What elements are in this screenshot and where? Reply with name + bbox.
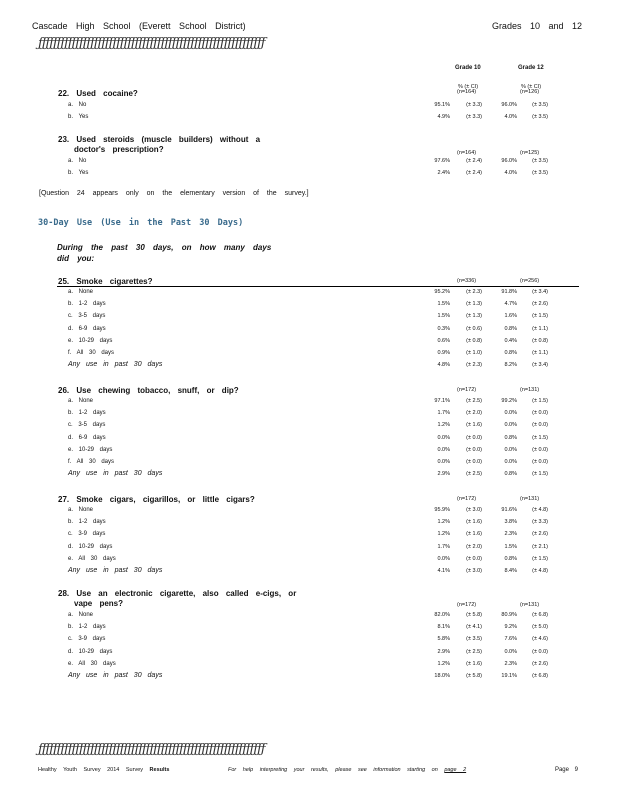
footer-decor-line: ƒƒƒƒƒƒƒƒƒƒƒƒƒƒƒƒƒƒƒƒƒƒƒƒƒƒƒƒƒƒƒƒƒƒƒƒƒƒƒƒƒƒƒƒƒƒƒƒƒƒƒƒƒƒƒƒƒƒƒƒƒ (38, 742, 265, 757)
q22-n-grade10: (n=164) (457, 89, 477, 95)
grade10-ci: (± 1.6) (466, 519, 482, 526)
section-intro: During the past 30 days, on how many days did you: (57, 243, 272, 263)
q28-question (58, 589, 296, 609)
table-row (68, 459, 568, 467)
grade12-ci: (± 5.0) (532, 624, 548, 631)
grade10-ci: (± 2.0) (466, 543, 482, 550)
grade10-percent: 0.3% (437, 325, 450, 332)
table-row (68, 422, 568, 430)
grade12-ci: (± 1.5) (532, 555, 548, 562)
row-label: d. 6-9 days (68, 434, 106, 441)
grade10-ci: (± 0.0) (466, 459, 482, 465)
grade12-ci: (± 4.8) (532, 568, 548, 574)
grade10-ci: (± 0.0) (466, 555, 482, 562)
q28-n-grade10: (n=172) (457, 602, 477, 608)
grade10-percent: 1.7% (437, 543, 450, 550)
table-row (68, 673, 568, 681)
section-title: 30-Day Use (Use in the Past 30 Days) (38, 218, 244, 228)
grade10-ci: (± 2.3) (466, 362, 482, 369)
row-label: Any use in past 30 days (68, 567, 163, 574)
row-label: c. 3-9 days (68, 636, 106, 643)
grade10-ci-header: % (± CI) (458, 84, 479, 90)
row-label: b. 1-2 days (68, 624, 106, 631)
footer-page-link[interactable]: page 2 (444, 767, 467, 773)
grade12-percent: 0.0% (504, 422, 517, 429)
grade12-ci: (± 6.8) (532, 673, 548, 679)
q22-title: 22. Used cocaine? (58, 89, 138, 98)
q25-n-grade10: (n=336) (457, 278, 477, 284)
grade12-percent: 3.8% (504, 519, 517, 526)
grade12-ci: (± 3.5) (532, 102, 548, 108)
grade12-percent: 0.0% (504, 648, 517, 655)
grade12-ci: (± 4.8) (532, 507, 548, 513)
grade10-ci: (± 4.1) (466, 624, 482, 631)
table-row (68, 507, 568, 515)
header-decor-line: ƒƒƒƒƒƒƒƒƒƒƒƒƒƒƒƒƒƒƒƒƒƒƒƒƒƒƒƒƒƒƒƒƒƒƒƒƒƒƒƒƒƒƒƒƒƒƒƒƒƒƒƒƒƒƒƒƒƒƒƒƒ (38, 36, 265, 51)
table-row (68, 435, 568, 443)
row-label: d. 10-29 days (68, 648, 113, 655)
grade12-ci: (± 1.1) (532, 350, 548, 356)
grade12-percent: 0.0% (504, 410, 517, 417)
grade10-percent: 97.6% (434, 158, 450, 164)
table-row (68, 362, 568, 370)
row-label: a. None (68, 398, 94, 404)
grade10-ci: (± 2.5) (466, 398, 482, 404)
grade12-percent: 9.2% (504, 624, 517, 631)
grade10-percent: 5.8% (437, 636, 450, 643)
grade10-header: Grade 10 (455, 65, 481, 71)
grade12-ci: (± 3.5) (532, 114, 548, 121)
grade10-percent: 8.1% (437, 624, 450, 631)
grade12-percent: 91.8% (501, 289, 517, 295)
row-label: a. None (68, 289, 94, 295)
grade12-ci: (± 2.6) (532, 660, 548, 667)
grade12-percent: 0.0% (504, 459, 517, 465)
grade12-ci: (± 3.4) (532, 289, 548, 295)
table-row (68, 114, 568, 122)
grade10-percent: 1.2% (437, 422, 450, 429)
table-row (68, 447, 568, 455)
grade10-percent: 95.1% (434, 102, 450, 108)
grade10-ci: (± 5.8) (466, 673, 482, 679)
table-row (68, 568, 568, 576)
grade10-percent: 0.0% (437, 446, 450, 453)
grade12-header: Grade 12 (518, 65, 544, 71)
q26-n-grade10: (n=172) (457, 387, 477, 393)
table-row (68, 624, 568, 632)
grade10-percent: 0.0% (437, 434, 450, 441)
grade12-percent: 0.8% (504, 434, 517, 441)
row-label: b. 1-2 days (68, 410, 106, 417)
grade12-percent: 0.8% (504, 325, 517, 332)
grade10-percent: 95.2% (434, 289, 450, 295)
grade10-percent: 1.2% (437, 531, 450, 538)
row-label: Any use in past 30 days (68, 361, 163, 369)
grade10-percent: 1.7% (437, 410, 450, 417)
row-label: b. Yes (68, 114, 89, 121)
q23-question (58, 135, 260, 155)
row-label: a. No (68, 102, 87, 108)
q28-n-grade12: (n=131) (520, 602, 540, 608)
row-label: a. None (68, 507, 94, 513)
q28-title-cont: vape pens? (74, 599, 124, 608)
row-label: b. Yes (68, 170, 89, 177)
q26-n-grade12: (n=131) (520, 387, 540, 393)
grade10-percent: 1.5% (437, 313, 450, 320)
grade12-ci: (± 2.6) (532, 531, 548, 538)
grade10-ci: (± 2.5) (466, 471, 482, 478)
row-label: d. 6-9 days (68, 325, 106, 332)
table-row (68, 313, 568, 321)
table-row (68, 661, 568, 669)
q27-n-grade12: (n=131) (520, 496, 540, 502)
grade10-percent: 0.0% (437, 459, 450, 465)
grade10-percent: 82.0% (434, 612, 450, 618)
footer-results: Results (149, 767, 170, 773)
grade12-percent: 8.4% (504, 568, 517, 574)
grade12-ci: (± 0.0) (532, 422, 548, 429)
row-label: c. 3-9 days (68, 531, 106, 538)
row-label: d. 10-29 days (68, 543, 113, 550)
grade12-ci: (± 3.5) (532, 170, 548, 177)
grade10-ci: (± 3.3) (466, 114, 482, 121)
footer-help (228, 767, 466, 773)
grade10-ci: (± 2.4) (466, 158, 482, 164)
grade12-ci: (± 0.0) (532, 459, 548, 465)
table-row (68, 544, 568, 552)
q23-title: 23. Used steroids (muscle builders) without a (58, 135, 261, 144)
grade10-percent: 0.6% (437, 337, 450, 344)
grade12-percent: 0.4% (504, 337, 517, 344)
grade12-percent: 96.0% (501, 102, 517, 108)
row-label: e. 10-29 days (68, 337, 113, 344)
grade10-ci: (± 2.5) (466, 648, 482, 655)
q26-title: 26. Use chewing tobacco, snuff, or dip? (58, 386, 239, 395)
table-row (68, 326, 568, 334)
footer-survey-title: Healthy Youth Survey 2014 Survey (38, 767, 144, 773)
row-label: e. All 30 days (68, 555, 116, 562)
row-label: Any use in past 30 days (68, 470, 163, 478)
table-row (68, 158, 568, 166)
grade10-percent: 1.2% (437, 660, 450, 667)
grade10-percent: 1.2% (437, 519, 450, 526)
row-label: c. 3-5 days (68, 422, 106, 429)
grade10-percent: 18.0% (434, 673, 450, 679)
table-row (68, 471, 568, 479)
grade12-ci: (± 1.1) (532, 325, 548, 332)
grade12-ci: (± 6.8) (532, 612, 548, 618)
table-row (68, 350, 568, 358)
q22-question (58, 89, 138, 99)
q25-n-grade12: (n=256) (520, 278, 540, 284)
grade10-ci: (± 3.0) (466, 507, 482, 513)
q28-title: 28. Use an electronic cigarette, also called e-cigs, or (58, 589, 297, 598)
grade12-ci: (± 2.1) (532, 543, 548, 550)
grade12-ci: (± 4.6) (532, 636, 548, 643)
table-row (68, 398, 568, 406)
row-label: f. All 30 days (68, 459, 115, 465)
grade12-ci: (± 3.3) (532, 519, 548, 526)
grade10-ci: (± 0.0) (466, 446, 482, 453)
footer-help-text: For help interpreting your results, please see information starting on (228, 767, 438, 773)
grade10-percent: 95.9% (434, 507, 450, 513)
table-row (68, 531, 568, 539)
school-name: Cascade High School (Everett School District) (32, 21, 246, 31)
row-label: b. 1-2 days (68, 519, 106, 526)
grade10-ci: (± 3.3) (466, 102, 482, 108)
question-24-note: [Question 24 appears only on the elementary version of the survey.] (39, 190, 309, 197)
q25-title: 25. Smoke cigarettes? (58, 277, 153, 286)
grade10-ci: (± 1.0) (466, 350, 482, 356)
grade10-percent: 0.0% (437, 555, 450, 562)
grade12-percent: 99.2% (501, 398, 517, 404)
table-row (68, 102, 568, 110)
grade12-ci: (± 1.5) (532, 434, 548, 441)
table-row (68, 556, 568, 564)
page-number: Page 9 (554, 767, 578, 773)
row-label: Any use in past 30 days (68, 672, 163, 679)
grade12-percent: 4.0% (504, 114, 517, 121)
grade12-ci: (± 0.8) (532, 337, 548, 344)
grade10-percent: 2.9% (437, 648, 450, 655)
grade10-ci: (± 1.6) (466, 531, 482, 538)
grade12-percent: 0.0% (504, 446, 517, 453)
grade12-percent: 2.3% (504, 531, 517, 538)
grade12-ci: (± 2.6) (532, 301, 548, 308)
footer-left (38, 767, 169, 773)
table-row (68, 636, 568, 644)
row-label: b. 1-2 days (68, 301, 106, 308)
q27-question (58, 495, 255, 505)
grade12-ci: (± 3.5) (532, 158, 548, 164)
grade10-ci: (± 2.4) (466, 170, 482, 177)
q27-title: 27. Smoke cigars, cigarillos, or little cigars? (58, 495, 255, 504)
table-row (68, 612, 568, 620)
row-label: e. All 30 days (68, 660, 116, 667)
grade12-ci: (± 0.0) (532, 446, 548, 453)
grade12-percent: 4.0% (504, 170, 517, 177)
grade12-percent: 19.1% (501, 673, 517, 679)
grade12-ci: (± 1.5) (532, 313, 548, 320)
grade10-percent: 4.1% (437, 568, 450, 574)
grade12-percent: 1.6% (504, 313, 517, 320)
grade10-percent: 4.9% (437, 114, 450, 121)
q26-question (58, 386, 239, 396)
q23-n-grade10: (n=164) (457, 150, 477, 156)
table-row (68, 338, 568, 346)
grade10-ci: (± 1.6) (466, 422, 482, 429)
row-label: e. 10-29 days (68, 446, 113, 453)
grade12-percent: 1.5% (504, 543, 517, 550)
grade10-ci: (± 0.0) (466, 434, 482, 441)
grades-label: Grades 10 and 12 (491, 21, 582, 31)
row-label: a. No (68, 158, 87, 164)
grade10-percent: 0.9% (437, 350, 450, 356)
grade12-percent: 0.8% (504, 350, 517, 356)
row-label: c. 3-5 days (68, 313, 106, 320)
grade10-ci: (± 1.3) (466, 301, 482, 308)
grade10-percent: 97.1% (434, 398, 450, 404)
grade12-percent: 2.3% (504, 660, 517, 667)
grade12-percent: 91.6% (501, 507, 517, 513)
grade12-percent: 4.7% (504, 301, 517, 308)
grade12-ci: (± 1.5) (532, 398, 548, 404)
table-row (68, 301, 568, 309)
q27-n-grade10: (n=172) (457, 496, 477, 502)
grade10-ci: (± 2.0) (466, 410, 482, 417)
grade12-percent: 7.6% (504, 636, 517, 643)
grade10-ci: (± 5.8) (466, 612, 482, 618)
row-label: f. All 30 days (68, 350, 115, 356)
grade10-percent: 4.8% (437, 362, 450, 369)
grade12-percent: 80.9% (501, 612, 517, 618)
grade12-ci-header: % (± CI) (521, 84, 542, 90)
grade12-percent: 0.8% (504, 555, 517, 562)
grade10-ci: (± 1.6) (466, 660, 482, 667)
table-row (68, 519, 568, 527)
q22-n-grade12: (n=126) (520, 89, 540, 95)
grade10-ci: (± 0.8) (466, 337, 482, 344)
table-row (68, 289, 568, 297)
grade12-percent: 0.8% (504, 471, 517, 478)
q25-rule (57, 286, 579, 287)
table-row (68, 410, 568, 418)
grade10-ci: (± 3.0) (466, 568, 482, 574)
grade12-ci: (± 0.0) (532, 410, 548, 417)
grade10-ci: (± 1.3) (466, 313, 482, 320)
row-label: a. None (68, 612, 94, 618)
q23-n-grade12: (n=125) (520, 150, 540, 156)
grade10-ci: (± 0.6) (466, 325, 482, 332)
q23-title-cont: doctor's prescription? (74, 145, 164, 154)
grade10-percent: 2.4% (437, 170, 450, 177)
grade12-percent: 8.2% (504, 362, 517, 369)
grade12-ci: (± 0.0) (532, 648, 548, 655)
grade12-percent: 96.0% (501, 158, 517, 164)
grade12-ci: (± 3.4) (532, 362, 548, 369)
table-row (68, 649, 568, 657)
table-row (68, 170, 568, 178)
grade12-ci: (± 1.5) (532, 471, 548, 478)
grade10-percent: 1.5% (437, 301, 450, 308)
grade10-percent: 2.9% (437, 471, 450, 478)
grade10-ci: (± 2.3) (466, 289, 482, 295)
grade10-ci: (± 3.5) (466, 636, 482, 643)
